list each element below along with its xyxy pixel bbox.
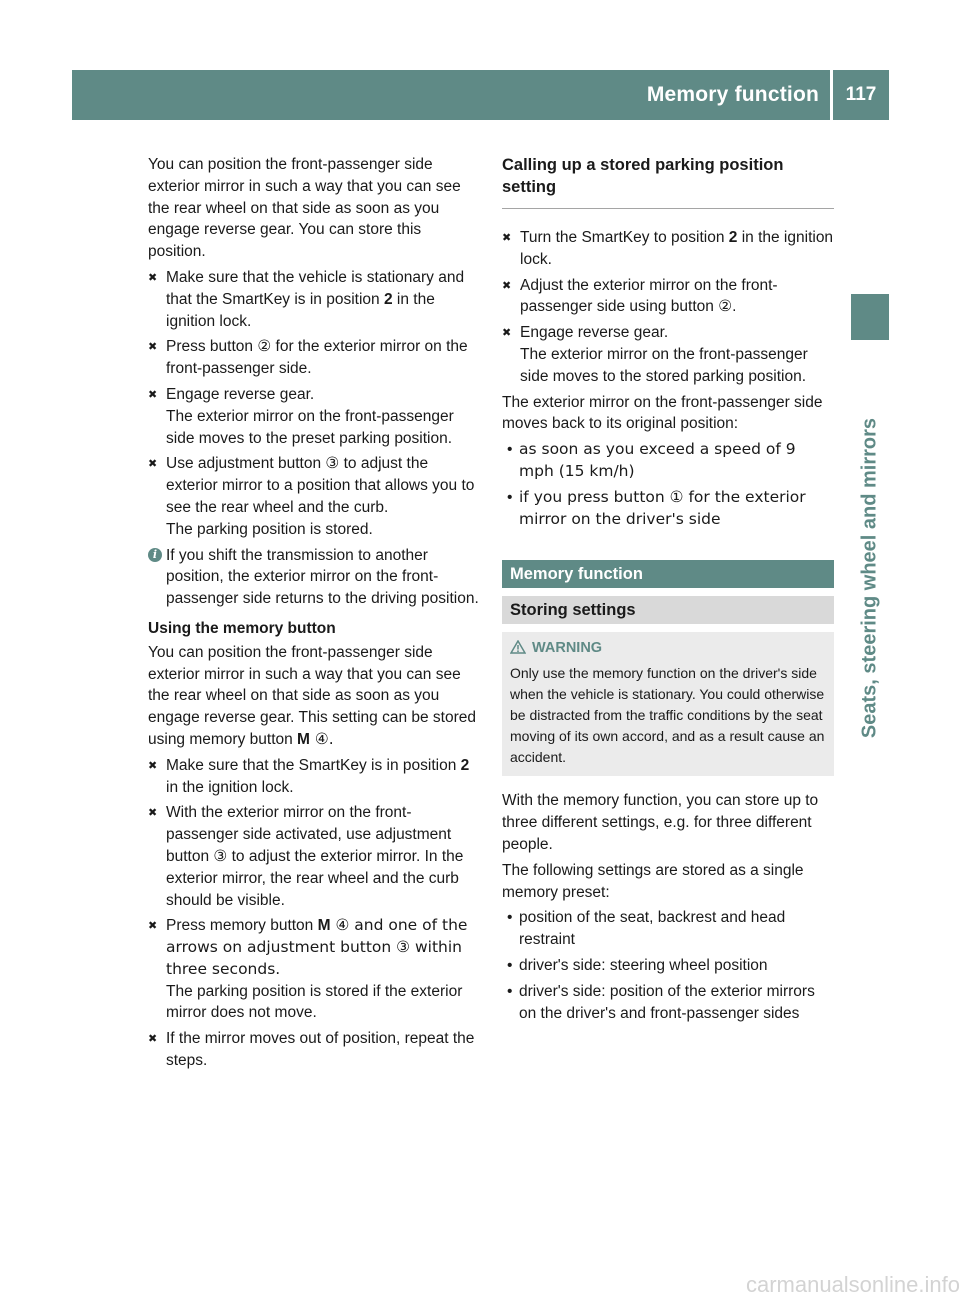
step-result: The parking position is stored if the exterior mirror does not move. xyxy=(166,982,463,1022)
right-column xyxy=(502,154,834,1028)
section-bar-storing-settings: Storing settings xyxy=(502,596,834,624)
step-item xyxy=(148,755,483,799)
bullet-icon: • xyxy=(507,909,513,927)
step-text: Engage reverse gear. xyxy=(520,324,669,342)
step-item xyxy=(148,267,483,332)
list-item xyxy=(502,487,834,531)
paragraph-text: ④. xyxy=(309,729,334,748)
step-text: in the ignition lock. xyxy=(520,229,834,268)
watermark: carmanualsonline.info xyxy=(745,1272,960,1297)
list-item xyxy=(502,955,834,977)
button-number: ② xyxy=(718,297,733,316)
info-icon: i xyxy=(148,548,162,562)
arrow-marker-icon: ✖ xyxy=(148,807,158,820)
step-item xyxy=(148,1028,483,1072)
step-bold: 2 xyxy=(383,290,393,308)
warning-triangle-icon xyxy=(510,640,526,654)
bullet-text: driver's side: steering wheel position xyxy=(519,956,768,974)
step-item xyxy=(148,384,483,449)
step-item xyxy=(148,915,483,1024)
list-item xyxy=(502,439,834,483)
arrow-marker-icon: ✖ xyxy=(148,271,158,284)
step-item xyxy=(502,275,834,319)
arrow-marker-icon: ✖ xyxy=(502,232,512,244)
list-item xyxy=(502,907,834,951)
header-title: Memory function xyxy=(646,83,819,106)
page-header xyxy=(72,70,889,120)
page-number: 117 xyxy=(845,84,877,105)
step-bold: 2 xyxy=(728,229,738,246)
warning-title: WARNING xyxy=(532,640,603,657)
step-text: to adjust the exterior mirror to a position that allows you to see the rear wheel and the curb. xyxy=(166,455,475,516)
step-item xyxy=(502,227,834,271)
bullet-icon: • xyxy=(507,441,513,459)
section-heading: Calling up a stored parking position setting xyxy=(502,154,834,209)
step-text: Make sure that the vehicle is stationary and that the SmartKey is in position xyxy=(166,268,465,308)
memory-button-label: M xyxy=(297,730,310,748)
step-bold: M xyxy=(317,917,331,935)
step-item xyxy=(148,802,483,911)
bullet-text: if you press button ① for the exterior mirror on the driver's side xyxy=(519,487,806,528)
step-text: Use adjustment button xyxy=(166,455,326,473)
side-tab xyxy=(851,350,889,805)
subheading: Using the memory button xyxy=(148,619,336,637)
arrow-marker-icon: ✖ xyxy=(148,920,158,933)
warning-heading xyxy=(510,638,826,659)
paragraph-text: You can position the front-passenger side exterior mirror in such a way that you can see the rear wheel on that side as soon as you engage reverse gear. This setting can be stored using memory button xyxy=(148,643,477,748)
bullet-text: position of the seat, backrest and head restraint xyxy=(519,909,786,949)
step-text: for the exterior mirror on the front-passenger side. xyxy=(166,338,468,378)
step-text: to adjust the exterior mirror. In the exterior mirror, the rear wheel and the curb should be visible. xyxy=(166,847,464,909)
warning-box xyxy=(502,632,834,776)
step-bold: 2 xyxy=(460,756,470,774)
step-text: If the mirror moves out of position, repeat the steps. xyxy=(166,1030,475,1070)
arrow-marker-icon: ✖ xyxy=(148,458,158,471)
step-text: Adjust the exterior mirror on the front-passenger side using button xyxy=(520,276,778,316)
step-text: Press button xyxy=(166,338,258,356)
step-text: With the exterior mirror on the front-passenger side activated, use adjustment button xyxy=(166,804,452,865)
intro-paragraph: You can position the front-passenger side exterior mirror in such a way that you can see the rear wheel on that side as soon as you engage reverse gear. You can store this position. xyxy=(148,156,461,261)
memory-paragraph xyxy=(148,642,483,751)
step-text: in the ignition lock. xyxy=(166,290,435,330)
info-note xyxy=(148,545,483,610)
side-tab-marker xyxy=(851,294,889,340)
step-text: Engage reverse gear. xyxy=(166,385,315,403)
section-bar-memory-function: Memory function xyxy=(502,560,834,588)
step-result: The exterior mirror on the front-passenger side moves to the preset parking position. xyxy=(166,407,454,447)
list-item xyxy=(502,981,834,1025)
button-number: ③ xyxy=(213,846,228,865)
step-item xyxy=(502,322,834,387)
arrow-marker-icon: ✖ xyxy=(148,759,158,772)
arrow-marker-icon: ✖ xyxy=(148,388,158,401)
bullet-icon: • xyxy=(507,982,513,1000)
arrow-marker-icon: ✖ xyxy=(502,327,512,340)
step-text: ④ and one of the arrows on adjustment button ③ within three seconds. xyxy=(166,916,468,978)
arrow-marker-icon: ✖ xyxy=(148,341,158,354)
step-item xyxy=(148,453,483,540)
arrow-marker-icon: ✖ xyxy=(502,279,512,292)
step-result: The parking position is stored. xyxy=(166,520,373,538)
arrow-marker-icon: ✖ xyxy=(148,1033,158,1046)
bullet-text: driver's side: position of the exterior mirrors on the driver's and front-passenger sides xyxy=(519,982,815,1022)
bullet-text: as soon as you exceed a speed of 9 mph (15 km/h) xyxy=(519,440,796,480)
paragraph: The following settings are stored as a single memory preset: xyxy=(502,861,804,901)
info-text: If you shift the transmission to another position, the exterior mirror on the front-passenger side returns to the driving position. xyxy=(166,546,479,608)
left-column xyxy=(148,154,483,1076)
bullet-icon: • xyxy=(507,956,513,974)
button-number: ② xyxy=(257,337,272,356)
step-text: . xyxy=(732,298,737,316)
side-tab-label: Seats, steering wheel and mirrors xyxy=(858,417,881,738)
bullet-icon: • xyxy=(507,488,513,506)
warning-text: Only use the memory function on the driver's side when the vehicle is stationary. You could otherwise be distracted from the traffic conditions by the seat moving of its own accord, and as a result cause an accident. xyxy=(510,665,825,766)
step-text: Make sure that the SmartKey is in position xyxy=(166,756,461,774)
paragraph: With the memory function, you can store up to three different settings, e.g. for three different people. xyxy=(502,792,819,853)
paragraph: The exterior mirror on the front-passenger side moves back to its original position: xyxy=(502,393,823,433)
step-result: The exterior mirror on the front-passenger side moves to the stored parking position. xyxy=(520,345,808,385)
button-number: ③ xyxy=(325,454,340,473)
step-text: in the ignition lock. xyxy=(166,778,294,796)
step-text: Turn the SmartKey to position xyxy=(520,229,729,246)
step-text: Press memory button xyxy=(166,917,318,935)
step-item xyxy=(148,336,483,380)
